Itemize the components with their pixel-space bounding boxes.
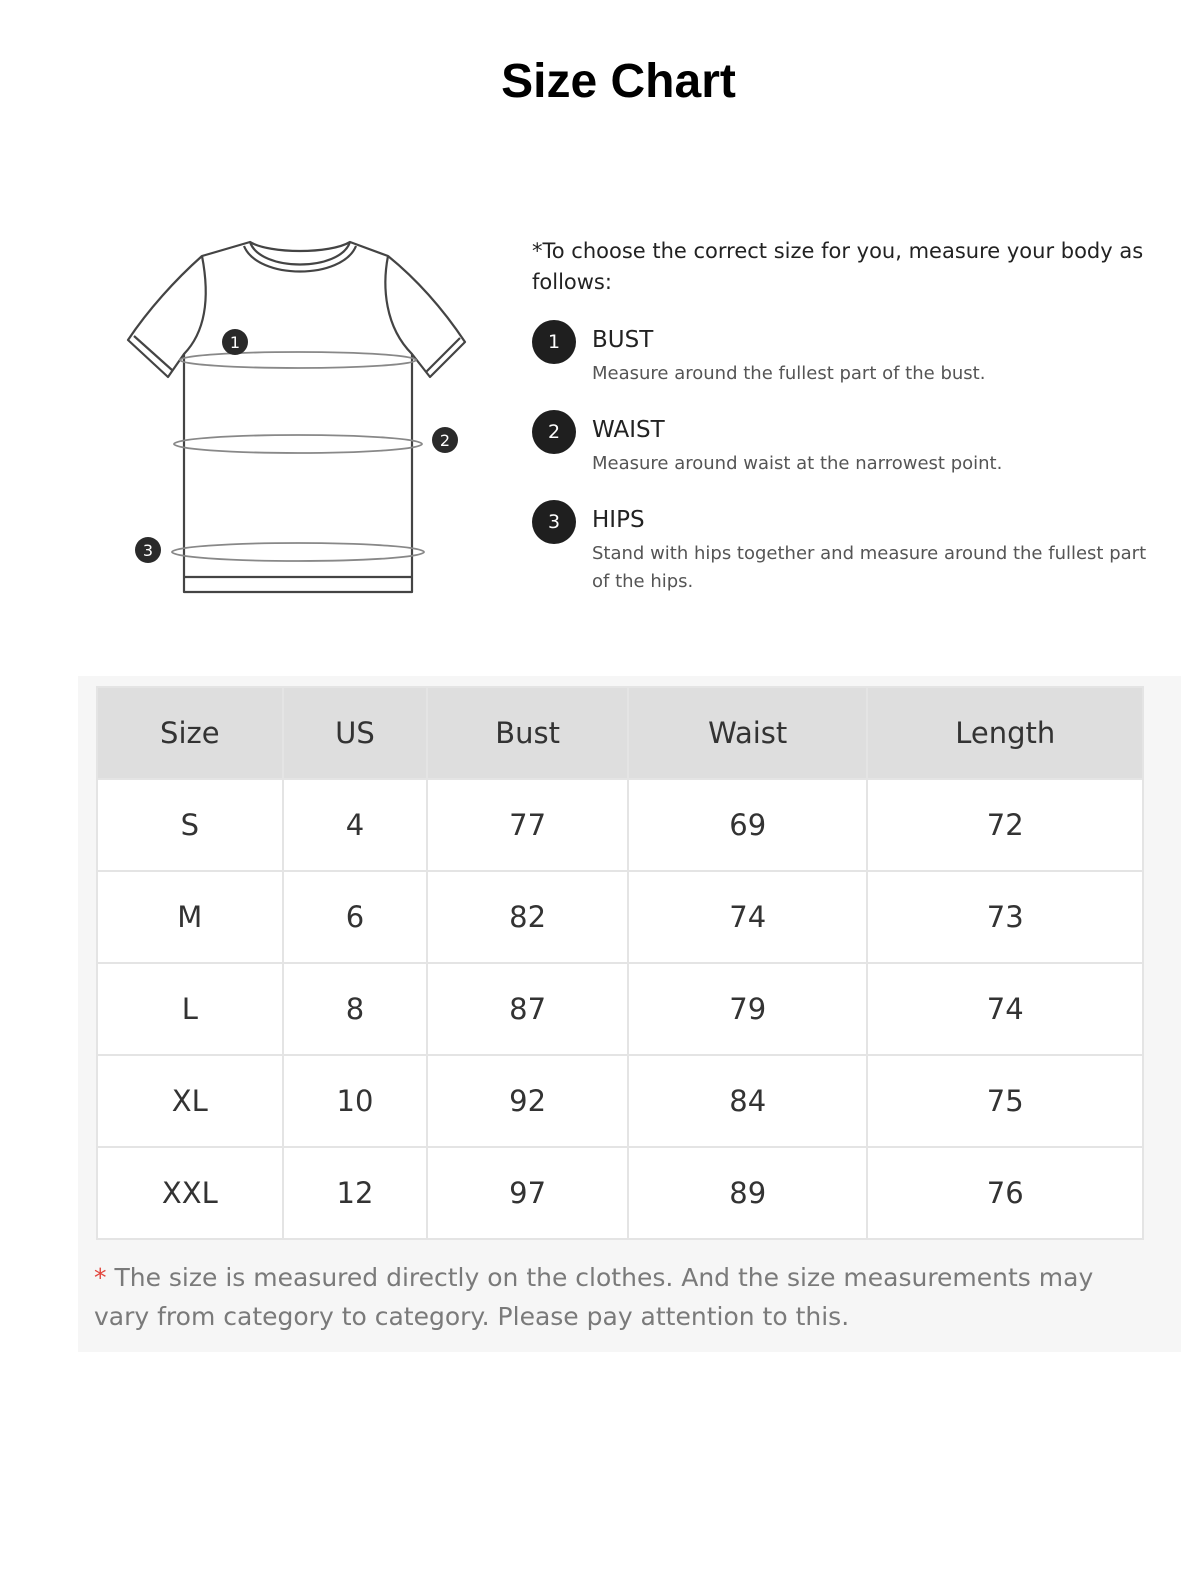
- table-cell: 82: [427, 871, 628, 963]
- step-title: WAIST: [592, 417, 665, 443]
- marker-3: 3: [142, 541, 154, 560]
- table-cell: 73: [867, 871, 1143, 963]
- note-asterisk: *: [94, 1263, 107, 1292]
- step-title: HIPS: [592, 507, 645, 533]
- step-number-badge: 2: [532, 410, 576, 454]
- table-cell: 10: [283, 1055, 428, 1147]
- table-cell: 89: [628, 1147, 868, 1239]
- table-cell: 97: [427, 1147, 628, 1239]
- step-description: Stand with hips together and measure around the fullest part of the hips.: [592, 543, 1147, 592]
- table-cell: 8: [283, 963, 428, 1055]
- column-header: Waist: [628, 687, 868, 779]
- table-row: [97, 871, 1143, 963]
- marker-2: 2: [439, 431, 451, 450]
- table-cell: 77: [427, 779, 628, 871]
- table-cell: 87: [427, 963, 628, 1055]
- size-table-panel: [78, 676, 1181, 1352]
- table-cell: 84: [628, 1055, 868, 1147]
- table-cell: 12: [283, 1147, 428, 1239]
- step-number-badge: 3: [532, 500, 576, 544]
- measurement-note: [94, 1258, 1154, 1336]
- table-cell: M: [97, 871, 283, 963]
- table-cell: 75: [867, 1055, 1143, 1147]
- table-cell: 4: [283, 779, 428, 871]
- table-cell: 69: [628, 779, 868, 871]
- note-text: The size is measured directly on the clothes. And the size measurements may vary from category to category. Please pay attention to this.: [94, 1263, 1094, 1331]
- table-row: [97, 1055, 1143, 1147]
- table-cell: 92: [427, 1055, 628, 1147]
- step-waist: [532, 410, 1152, 478]
- table-cell: XL: [97, 1055, 283, 1147]
- measure-guide: [532, 236, 1152, 618]
- table-cell: S: [97, 779, 283, 871]
- table-cell: L: [97, 963, 283, 1055]
- table-cell: 72: [867, 779, 1143, 871]
- guide-intro: *To choose the correct size for you, measure your body as follows:: [532, 239, 1144, 294]
- table-cell: XXL: [97, 1147, 283, 1239]
- step-description: Measure around the fullest part of the bust.: [592, 363, 986, 384]
- column-header: US: [283, 687, 428, 779]
- page-title: Size Chart: [501, 55, 736, 108]
- table-row: [97, 779, 1143, 871]
- step-bust: [532, 320, 1152, 388]
- column-header: Length: [867, 687, 1143, 779]
- column-header: Bust: [427, 687, 628, 779]
- step-description: Measure around waist at the narrowest point.: [592, 453, 1003, 474]
- marker-1: 1: [229, 333, 241, 352]
- table-cell: 76: [867, 1147, 1143, 1239]
- step-title: BUST: [592, 327, 654, 353]
- table-cell: 74: [628, 871, 868, 963]
- step-hips: [532, 500, 1152, 596]
- column-header: Size: [97, 687, 283, 779]
- size-table: [96, 686, 1144, 1240]
- table-header-row: [97, 687, 1143, 779]
- table-cell: 74: [867, 963, 1143, 1055]
- table-cell: 6: [283, 871, 428, 963]
- table-row: [97, 1147, 1143, 1239]
- table-cell: 79: [628, 963, 868, 1055]
- tshirt-icon: [120, 232, 480, 622]
- table-row: [97, 963, 1143, 1055]
- step-number-badge: 1: [532, 320, 576, 364]
